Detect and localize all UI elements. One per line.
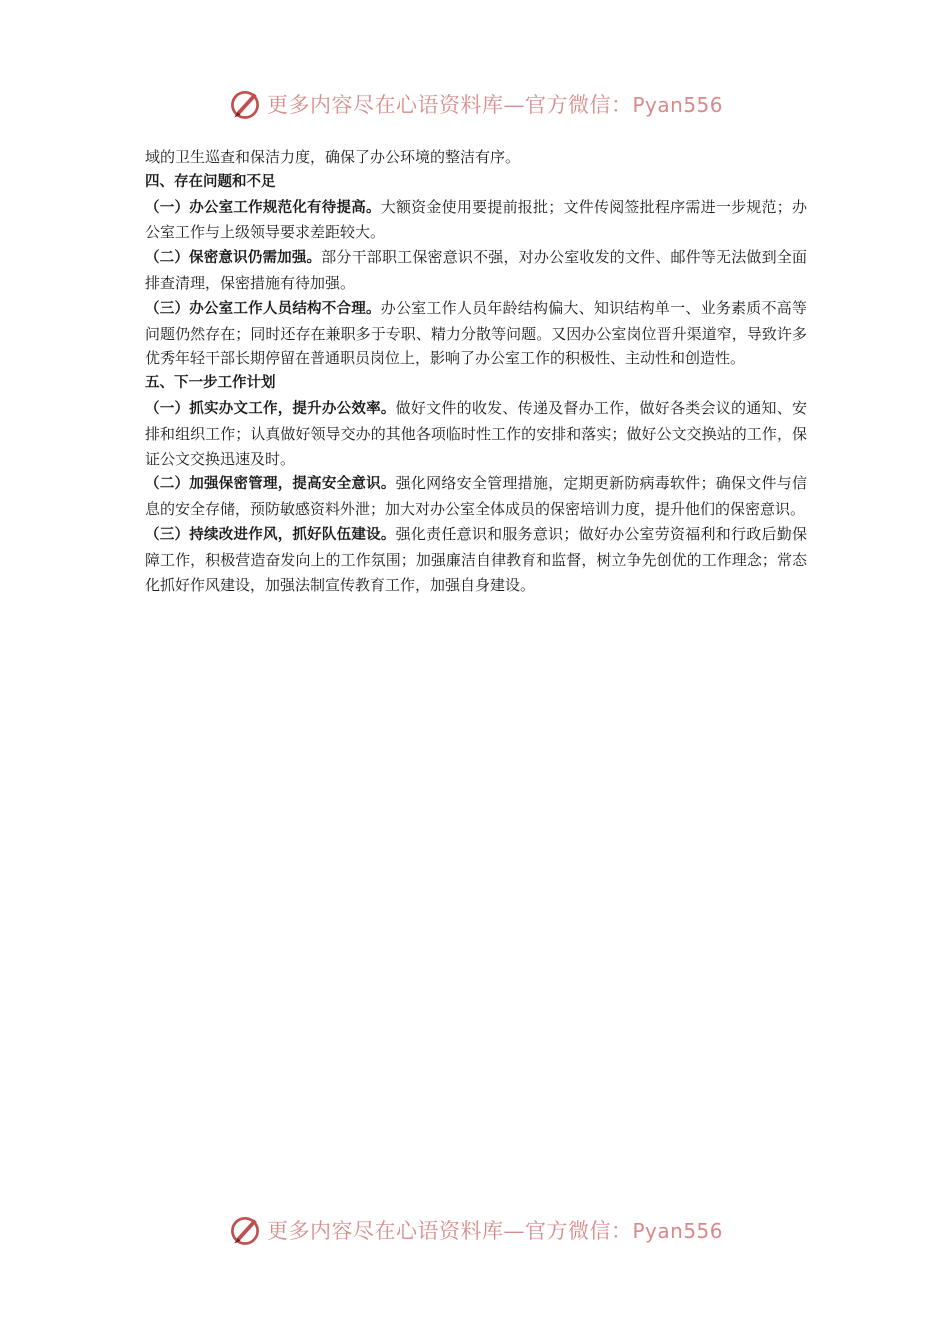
- paragraph-text: 强化网络安全管理措施，定期更新防病毒软件；确保文件与信息的安全存储，预防敏感资料外泄；加大对办公室全体成员的保密培训力度，提升他们的保密意识。: [145, 474, 807, 519]
- paragraph-problem-1: [145, 195, 807, 246]
- section-heading-plan: 五、下一步工作计划: [145, 375, 276, 392]
- paragraph-text: 做好文件的收发、传递及督办工作，做好各类会议的通知、安排和组织工作；认真做好领导交办的其他各项临时性工作的安排和落实；做好公文交换站的工作，保证公文交换迅速及时。: [145, 398, 807, 468]
- paragraph-problem-2: [145, 245, 807, 296]
- paragraph-lead: （二）保密意识仍需加强。: [145, 250, 322, 267]
- paragraph-text: 部分干部职工保密意识不强，对办公室收发的文件、邮件等无法做到全面排查清理，保密措施有待加强。: [145, 248, 807, 292]
- banner-text: [267, 89, 723, 119]
- paragraph-text: 大额资金使用要提前报批；文件传阅签批程序需进一步规范；办公室工作与上级领导要求差距较大。: [145, 197, 807, 242]
- paragraph-lead: （三）办公室工作人员结构不合理。: [145, 300, 381, 317]
- paragraph-plan-2: [145, 471, 807, 522]
- banner-wechat-id: Pyan556: [632, 93, 723, 117]
- header-watermark-banner: [0, 82, 950, 126]
- pen-nib-circle-icon: [227, 86, 263, 122]
- banner-text: [267, 1215, 723, 1245]
- section-heading-problems: 四、存在问题和不足: [145, 173, 276, 190]
- banner-slogan: 更多内容尽在心语资料库—官方微信：: [266, 93, 633, 117]
- paragraph-lead: （三）持续改进作风，抓好队伍建设。: [145, 526, 396, 543]
- footer-watermark-banner: [0, 1208, 950, 1252]
- paragraph-plan-3: [145, 522, 807, 597]
- document-body: [145, 145, 807, 597]
- pen-nib-circle-icon: [227, 1212, 263, 1248]
- paragraph-text: 办公室工作人员年龄结构偏大、知识结构单一、业务素质不高等问题仍然存在；同时还存在兼职多于专职、精力分散等问题。又因办公室岗位晋升渠道窄，导致许多优秀年轻干部长期停留在普通职员岗位上，影响了办公室工作的积极性、主动性和创造性。: [145, 298, 807, 368]
- paragraph-plan-1: [145, 396, 807, 471]
- banner-slogan: 更多内容尽在心语资料库—官方微信：: [266, 1219, 633, 1243]
- paragraph-problem-3: [145, 296, 807, 371]
- paragraph-lead: （一）办公室工作规范化有待提高。: [145, 199, 381, 216]
- paragraph-text: 强化责任意识和服务意识；做好办公室劳资福利和行政后勤保障工作，积极营造奋发向上的工作氛围；加强廉洁自律教育和监督，树立争先创优的工作理念；常态化抓好作风建设，加强法制宣传教育工作，加强自身建设。: [145, 524, 807, 594]
- paragraph-lead: （二）加强保密管理，提高安全意识。: [145, 476, 396, 493]
- paragraph-lead: （一）抓实办文工作，提升办公效率。: [145, 400, 396, 417]
- banner-wechat-id: Pyan556: [632, 1219, 723, 1243]
- continuation-paragraph: 域的卫生巡查和保洁力度，确保了办公环境的整洁有序。: [145, 148, 521, 166]
